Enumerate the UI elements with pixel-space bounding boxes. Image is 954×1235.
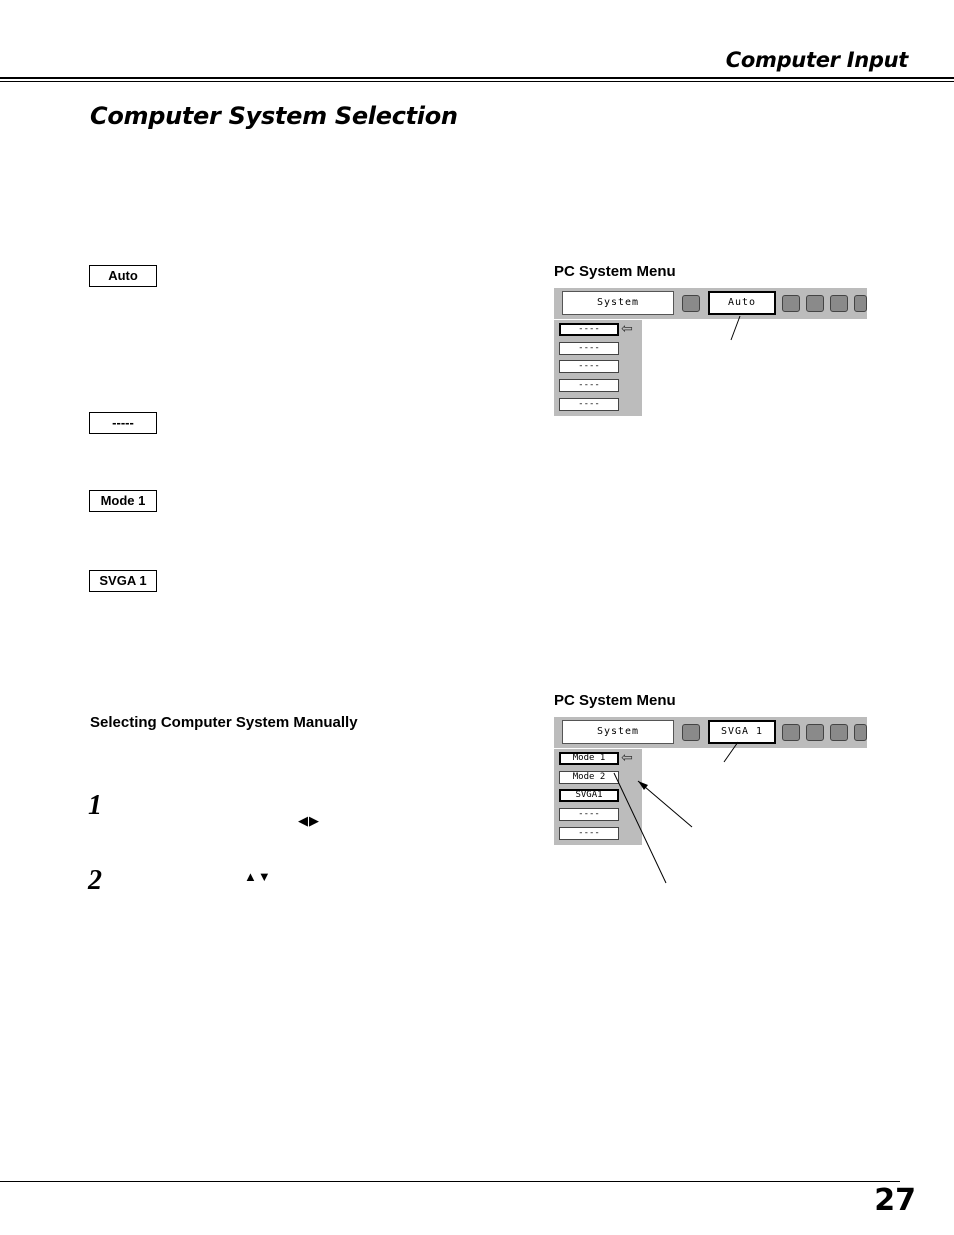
section-title: Computer Input <box>725 48 908 72</box>
left-right-arrow-icon: ◀▶ <box>298 813 320 828</box>
menu-item[interactable]: Mode 1 <box>559 752 619 765</box>
color-icon[interactable] <box>806 295 824 312</box>
system-tab[interactable]: System <box>562 720 674 744</box>
page-title: Computer System Selection <box>90 102 458 130</box>
menu-item[interactable]: ---- <box>559 808 619 821</box>
menu-item[interactable]: ---- <box>559 360 619 373</box>
label-mode1: Mode 1 <box>89 490 157 512</box>
system-icon[interactable] <box>682 295 700 312</box>
system-tab[interactable]: System <box>562 291 674 315</box>
image-adjust-icon[interactable] <box>830 724 848 741</box>
step-2-number: 2 <box>88 865 102 896</box>
menu1-caption: PC System Menu <box>554 263 676 280</box>
menu-bar <box>554 288 867 319</box>
footer-rule <box>0 1181 900 1182</box>
subheading-manual: Selecting Computer System Manually <box>90 714 358 731</box>
step-1-number: 1 <box>88 790 102 821</box>
laptop-icon[interactable] <box>782 724 800 741</box>
menu-item[interactable]: ---- <box>559 827 619 840</box>
screen-icon[interactable] <box>854 724 867 741</box>
return-arrow-icon: ⇦ <box>621 320 633 336</box>
header-rule-thin <box>0 81 954 82</box>
menu2-caption: PC System Menu <box>554 692 676 709</box>
current-system-value[interactable]: SVGA 1 <box>708 720 776 744</box>
menu-item[interactable]: ---- <box>559 379 619 392</box>
callout-line-2a <box>720 740 750 765</box>
pc-system-menu-1 <box>554 288 867 416</box>
callout-lines-2 <box>600 735 700 890</box>
label-auto: Auto <box>89 265 157 287</box>
menu-item[interactable]: ---- <box>559 323 619 336</box>
menu-item[interactable]: ---- <box>559 398 619 411</box>
label-svga1: SVGA 1 <box>89 570 157 592</box>
menu-panel <box>554 320 642 416</box>
up-down-arrow-icon: ▲▼ <box>244 869 272 884</box>
menu-item[interactable]: SVGA1 <box>559 789 619 802</box>
menu-item[interactable]: Mode 2 <box>559 771 619 784</box>
image-adjust-icon[interactable] <box>830 295 848 312</box>
laptop-icon[interactable] <box>782 295 800 312</box>
return-arrow-icon: ⇦ <box>621 749 633 765</box>
screen-icon[interactable] <box>854 295 867 312</box>
current-system-value[interactable]: Auto <box>708 291 776 315</box>
header-rule <box>0 77 954 79</box>
color-icon[interactable] <box>806 724 824 741</box>
menu-item[interactable]: ---- <box>559 342 619 355</box>
label-dashes: ----- <box>89 412 157 434</box>
page-number: 27 <box>874 1183 916 1218</box>
callout-line-1 <box>720 310 750 345</box>
